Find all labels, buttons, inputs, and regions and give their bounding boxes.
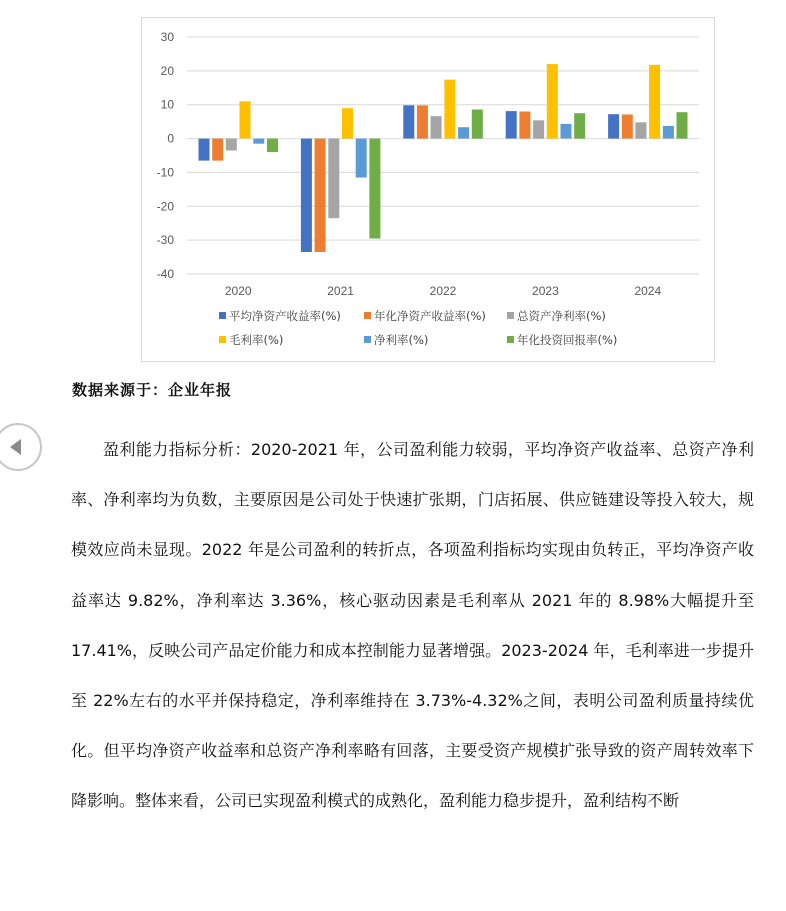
bar — [253, 139, 264, 144]
back-button[interactable] — [0, 423, 42, 471]
data-source-note: 数据来源于：企业年报 — [72, 381, 233, 399]
legend-label: 净利率(%) — [374, 333, 429, 347]
legend-swatch — [364, 312, 371, 319]
legend-label: 平均净资产收益率(%) — [229, 309, 341, 323]
bar — [431, 116, 442, 138]
analysis-paragraph: 盈利能力指标分析：2020-2021 年，公司盈利能力较弱，平均净资产收益率、总资产净利率、净利率均为负数，主要原因是公司处于快速扩张期，门店拓展、供应链建设等投入较大，规模效应尚未显现。2022 年是公司盈利的转折点，各项盈利指标均实现由负转正，平均净资产收益率达 9.82%，净利率达 3.36%，核心驱动因素是毛利率从 2021 年的 8.98%大幅提升至 17.41%，反映公司产品定价能力和成本控制能力显著增强。2023-2024 年，毛利率进一步提升至 22%左右的水平并保持稳定，净利率维持在 3.73%-4.32%之间，表明公司盈利质量持续优化。但平均净资产收益率和总资产净利率略有回落，主要受资产规模扩张导致的资产周转效率下降影响。整体来看，公司已实现盈利模式的成熟化，盈利能力稳步提升，盈利结构不断 — [71, 440, 754, 811]
y-tick-label: 0 — [167, 131, 174, 146]
bar-chart — [142, 18, 716, 363]
chart-container — [141, 17, 715, 362]
chevron-left-icon — [10, 439, 21, 455]
bar — [417, 105, 428, 138]
bar — [649, 65, 660, 139]
y-tick-label: -10 — [156, 165, 174, 180]
bar — [403, 105, 414, 138]
bar — [458, 127, 469, 138]
bar — [328, 139, 339, 219]
bar — [342, 108, 353, 138]
bar — [212, 139, 223, 161]
bar — [574, 113, 585, 138]
bar — [622, 115, 633, 139]
bar — [356, 139, 367, 178]
bar — [547, 64, 558, 139]
bar — [561, 124, 572, 139]
bar — [199, 139, 210, 161]
bar — [519, 112, 530, 139]
bar — [444, 80, 455, 139]
bar — [677, 112, 688, 138]
legend-label: 年化投资回报率(%) — [517, 333, 618, 347]
bar — [472, 110, 483, 139]
bar — [635, 122, 646, 138]
y-tick-label: -30 — [156, 233, 174, 248]
y-tick-label: 20 — [160, 63, 174, 78]
x-tick-label: 2023 — [532, 284, 559, 298]
bar — [267, 139, 278, 153]
bar — [240, 101, 251, 138]
bar — [533, 120, 544, 138]
legend-label: 年化净资产收益率(%) — [374, 309, 486, 323]
x-tick-label: 2021 — [327, 284, 354, 298]
legend-swatch — [507, 312, 514, 319]
x-tick-label: 2024 — [634, 284, 662, 298]
legend-label: 毛利率(%) — [229, 333, 284, 347]
x-tick-label: 2022 — [429, 284, 457, 298]
bar — [315, 139, 326, 252]
bar — [663, 126, 674, 139]
y-tick-label: -20 — [156, 199, 174, 214]
bar — [301, 139, 312, 252]
legend-swatch — [507, 336, 514, 343]
y-tick-label: 10 — [160, 97, 174, 112]
x-tick-label: 2020 — [224, 284, 252, 298]
y-tick-label: 30 — [160, 30, 174, 44]
bar — [369, 139, 380, 239]
legend-swatch — [219, 312, 226, 319]
y-tick-label: -40 — [156, 267, 174, 281]
legend-label: 总资产净利率(%) — [517, 309, 606, 323]
bar — [226, 139, 237, 151]
bar — [608, 114, 619, 138]
legend-swatch — [364, 336, 371, 343]
legend-swatch — [219, 336, 226, 343]
bar — [506, 111, 517, 138]
